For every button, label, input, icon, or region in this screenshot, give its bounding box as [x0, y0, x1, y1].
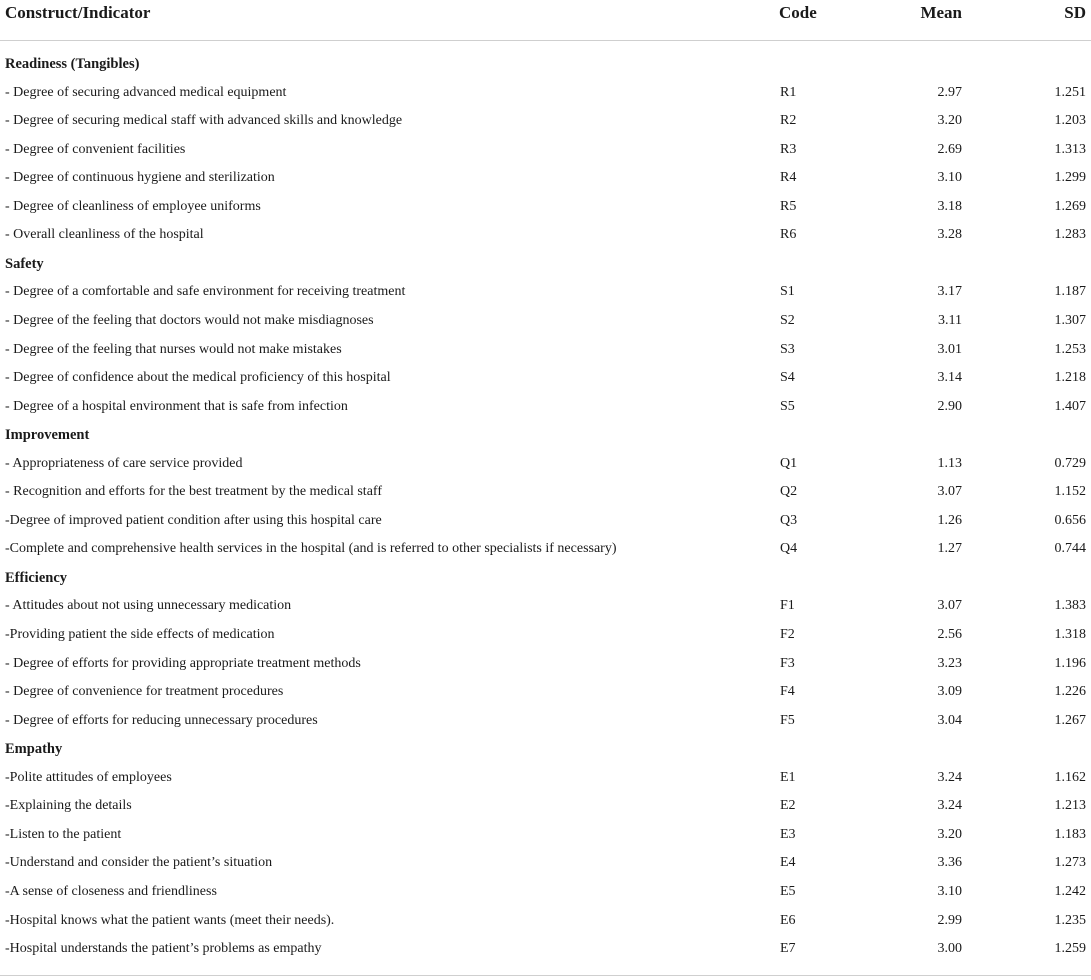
code-cell: E2 — [780, 798, 796, 814]
sd-cell: 1.203 — [1054, 113, 1086, 129]
mean-cell: 3.10 — [937, 170, 962, 186]
table-row — [0, 107, 1091, 135]
sd-cell: 0.729 — [1054, 455, 1086, 471]
mean-cell: 2.69 — [937, 141, 962, 157]
mean-cell: 3.24 — [937, 798, 962, 814]
table-row — [0, 336, 1091, 364]
sd-cell: 0.744 — [1054, 541, 1086, 557]
sd-cell: 1.283 — [1054, 227, 1086, 243]
code-cell: E4 — [780, 855, 796, 871]
header-mean: Mean — [920, 3, 962, 22]
indicator-cell: - Degree of efforts for reducing unnecessary procedures — [5, 712, 318, 728]
sd-cell: 1.267 — [1054, 712, 1086, 728]
sd-cell: 1.269 — [1054, 198, 1086, 214]
mean-cell: 3.24 — [937, 769, 962, 785]
sd-cell: 0.656 — [1054, 512, 1086, 528]
indicator-cell: - Appropriateness of care service provided — [5, 455, 243, 471]
group-label: Efficiency — [5, 569, 68, 586]
table-row — [0, 792, 1091, 820]
indicator-cell: - Recognition and efforts for the best treatment by the medical staff — [5, 484, 382, 500]
indicator-cell: -Understand and consider the patient’s situation — [5, 855, 273, 871]
indicator-cell: -Explaining the details — [5, 798, 132, 814]
mean-cell: 3.36 — [937, 855, 962, 871]
table-row — [0, 821, 1091, 849]
table-row — [0, 878, 1091, 906]
mean-cell: 3.04 — [937, 712, 962, 728]
code-cell: F1 — [780, 598, 795, 614]
mean-cell: 2.56 — [937, 627, 962, 642]
mean-cell: 3.10 — [937, 883, 962, 899]
indicator-cell: - Degree of a comfortable and safe environment for receiving treatment — [5, 284, 406, 300]
group-row — [0, 50, 1091, 78]
sd-cell: 1.187 — [1054, 284, 1086, 300]
indicator-cell: - Degree of efforts for providing appropriate treatment methods — [5, 655, 361, 671]
sd-cell: 1.307 — [1054, 312, 1086, 328]
indicator-cell: - Degree of convenience for treatment procedures — [5, 684, 284, 700]
sd-cell: 1.318 — [1054, 627, 1086, 642]
code-cell: E7 — [780, 941, 796, 957]
group-label: Safety — [5, 255, 44, 272]
table-row — [0, 621, 1091, 649]
mean-cell: 2.99 — [937, 912, 962, 928]
mean-cell: 3.18 — [937, 198, 962, 214]
table-row — [0, 478, 1091, 506]
mean-cell: 3.20 — [937, 113, 962, 129]
sd-cell: 1.383 — [1054, 598, 1086, 614]
sd-cell: 1.213 — [1054, 798, 1086, 814]
code-cell: S5 — [780, 398, 795, 414]
indicator-cell: - Degree of securing medical staff with advanced skills and knowledge — [5, 113, 403, 129]
code-cell: E6 — [780, 912, 796, 928]
code-cell: R6 — [780, 227, 797, 243]
table-row — [0, 136, 1091, 164]
mean-cell: 3.23 — [937, 655, 962, 671]
indicator-cell: -Polite attitudes of employees — [5, 769, 172, 785]
indicator-cell: - Degree of a hospital environment that is safe from infection — [5, 398, 348, 414]
sd-cell: 1.259 — [1054, 941, 1086, 957]
indicator-cell: - Overall cleanliness of the hospital — [5, 227, 204, 243]
code-cell: S4 — [780, 370, 795, 386]
indicator-cell: -Hospital knows what the patient wants (meet their needs). — [5, 912, 335, 928]
mean-cell: 1.26 — [937, 512, 962, 528]
mean-cell: 3.20 — [937, 826, 962, 842]
code-cell: Q1 — [780, 455, 798, 471]
code-cell: R2 — [780, 113, 797, 129]
sd-cell: 1.251 — [1054, 84, 1086, 100]
group-label: Empathy — [5, 741, 63, 758]
table-row — [0, 592, 1091, 620]
code-cell: F4 — [780, 684, 795, 700]
table-row — [0, 193, 1091, 221]
sd-cell: 1.183 — [1054, 826, 1086, 842]
indicator-cell: -Listen to the patient — [5, 826, 122, 842]
mean-cell: 3.28 — [937, 227, 962, 243]
indicator-cell: -Complete and comprehensive health services in the hospital (and is referred to other specialists if necessary) — [5, 541, 617, 557]
indicator-cell: - Degree of the feeling that doctors would not make misdiagnoses — [5, 312, 374, 328]
code-cell: S3 — [780, 341, 795, 357]
indicator-cell: - Degree of securing advanced medical equipment — [5, 84, 287, 100]
code-cell: S2 — [780, 312, 795, 328]
indicator-cell: -Hospital understands the patient’s problems as empathy — [5, 941, 322, 957]
table-row — [0, 507, 1091, 535]
mean-cell: 3.17 — [937, 284, 962, 300]
mean-cell: 3.07 — [937, 484, 962, 500]
code-cell: Q3 — [780, 512, 798, 528]
mean-cell: 2.90 — [937, 398, 962, 414]
sd-cell: 1.218 — [1054, 370, 1086, 386]
group-label: Readiness (Tangibles) — [5, 56, 140, 72]
mean-cell: 3.11 — [938, 312, 962, 328]
code-cell: F5 — [780, 712, 795, 728]
table-header — [0, 0, 1091, 41]
mean-cell: 1.13 — [937, 455, 962, 471]
group-row — [0, 735, 1091, 763]
indicator-cell: - Degree of cleanliness of employee uniforms — [5, 198, 261, 214]
mean-cell: 1.27 — [937, 541, 962, 557]
code-cell: Q4 — [780, 541, 798, 557]
code-cell: E1 — [780, 769, 796, 785]
table-row — [0, 164, 1091, 192]
code-cell: R5 — [780, 198, 797, 214]
table-row — [0, 307, 1091, 335]
group-row — [0, 250, 1091, 278]
sd-cell: 1.407 — [1054, 398, 1086, 414]
table-row — [0, 535, 1091, 563]
sd-cell: 1.162 — [1054, 769, 1086, 785]
mean-cell: 3.01 — [937, 341, 962, 357]
code-cell: F2 — [780, 627, 795, 642]
mean-cell: 2.97 — [937, 84, 962, 100]
table-row — [0, 364, 1091, 392]
mean-cell: 3.14 — [937, 370, 962, 386]
table-row — [0, 707, 1091, 735]
code-cell: F3 — [780, 655, 795, 671]
group-row — [0, 421, 1091, 449]
header-code: Code — [779, 3, 817, 22]
table-row — [0, 278, 1091, 306]
indicator-cell: -Degree of improved patient condition after using this hospital care — [5, 512, 382, 528]
sd-cell: 1.253 — [1054, 341, 1086, 357]
sd-cell: 1.242 — [1054, 883, 1086, 899]
indicator-cell: - Degree of confidence about the medical proficiency of this hospital — [5, 370, 391, 386]
mean-cell: 3.07 — [937, 598, 962, 614]
sd-cell: 1.196 — [1054, 655, 1086, 671]
code-cell: R3 — [780, 141, 797, 157]
indicator-cell: -Providing patient the side effects of medication — [5, 627, 275, 642]
table-row — [0, 393, 1091, 421]
mean-cell: 3.00 — [937, 941, 962, 957]
table-row — [0, 935, 1091, 963]
table-bottom-rule — [0, 975, 1091, 976]
sd-cell: 1.235 — [1054, 912, 1086, 928]
table-row — [0, 650, 1091, 678]
table-row — [0, 678, 1091, 706]
table-row — [0, 450, 1091, 478]
indicator-cell: - Attitudes about not using unnecessary medication — [5, 598, 292, 614]
indicator-cell: - Degree of convenient facilities — [5, 141, 186, 157]
code-cell: E5 — [780, 883, 796, 899]
sd-cell: 1.226 — [1054, 684, 1086, 700]
code-cell: S1 — [780, 284, 795, 300]
table-row — [0, 849, 1091, 877]
table-row — [0, 907, 1091, 935]
code-cell: R4 — [780, 170, 797, 186]
table-row — [0, 79, 1091, 107]
code-cell: R1 — [780, 84, 797, 100]
group-row — [0, 564, 1091, 592]
code-cell: E3 — [780, 826, 796, 842]
indicator-cell: - Degree of the feeling that nurses would not make mistakes — [5, 341, 342, 357]
sd-cell: 1.313 — [1054, 141, 1086, 157]
header-indicator: Construct/Indicator — [5, 3, 151, 22]
table-row — [0, 221, 1091, 249]
indicator-cell: - Degree of continuous hygiene and sterilization — [5, 170, 275, 186]
sd-cell: 1.152 — [1054, 484, 1086, 500]
group-label: Improvement — [5, 427, 90, 444]
header-sd: SD — [1064, 3, 1086, 22]
sd-cell: 1.273 — [1054, 855, 1086, 871]
sd-cell: 1.299 — [1054, 170, 1086, 186]
indicator-cell: -A sense of closeness and friendliness — [5, 883, 217, 899]
code-cell: Q2 — [780, 484, 798, 500]
mean-cell: 3.09 — [937, 684, 962, 700]
table-row — [0, 764, 1091, 792]
